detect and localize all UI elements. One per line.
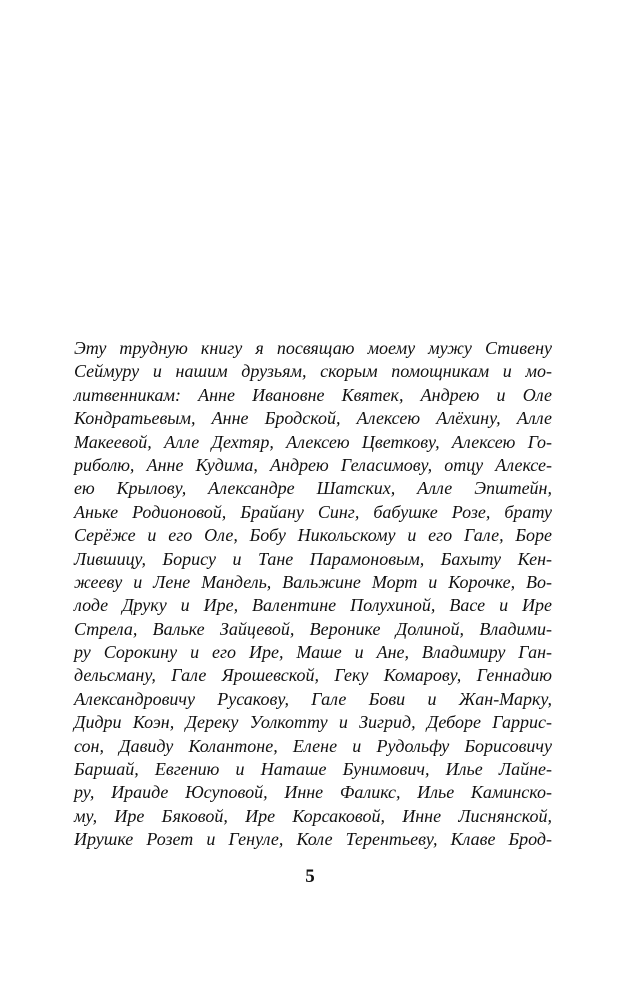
dedication-line: ею Крылову, Александре Шатских, Алле Эпштейн,	[74, 478, 552, 499]
dedication-line: литвенникам: Анне Ивановне Квятек, Андрею и Оле	[74, 384, 552, 405]
dedication-line: жееву и Лене Мандель, Вальжине Морт и Корочке, Во-	[74, 571, 552, 592]
dedication-paragraph	[74, 337, 552, 852]
dedication-line: риболю, Анне Кудима, Андрею Геласимову, отцу Алексе-	[74, 454, 552, 475]
dedication-line: ру Сорокину и его Ире, Маше и Ане, Владимиру Ган-	[74, 642, 552, 663]
dedication-line: Александровичу Русакову, Гале Бови и Жан-Марку,	[74, 688, 552, 709]
dedication-line: Стрела, Вальке Зайцевой, Веронике Долиной, Владими-	[74, 618, 552, 639]
dedication-line: му, Ире Бяковой, Ире Корсаковой, Инне Лиснянской,	[74, 805, 552, 826]
dedication-line: Ирушке Розет и Генуле, Коле Терентьеву, Клаве Брод-	[74, 829, 552, 850]
dedication-line: ру, Ираиде Юсуповой, Инне Фаликс, Илье Каминско-	[74, 782, 552, 803]
dedication-line: Эту трудную книгу я посвящаю моему мужу Стивену	[74, 338, 552, 358]
dedication-line: Баршай, Евгению и Наташе Бунимович, Илье Лайне-	[74, 759, 552, 780]
dedication-line: Кондратьевым, Анне Бродской, Алексею Алёхину, Алле	[74, 408, 552, 429]
dedication-line: Дидри Коэн, Дереку Уолкотту и Зигрид, Деборе Гаррис-	[74, 712, 552, 733]
dedication-line: Серёже и его Оле, Бобу Никольскому и его Гале, Боре	[74, 525, 552, 546]
dedication-line: сон, Давиду Колантоне, Елене и Рудольфу Борисовичу	[74, 735, 552, 756]
dedication-line: Сеймуру и нашим друзьям, скорым помощникам и мо-	[74, 361, 552, 382]
page-number: 5	[305, 866, 315, 887]
dedication-line: лоде Друку и Ире, Валентине Полухиной, Васе и Ире	[74, 595, 552, 616]
dedication-line: Лившицу, Борису и Тане Парамоновым, Бахыту Кен-	[74, 548, 552, 569]
dedication-line: Аньке Родионовой, Брайану Синг, бабушке Розе, брату	[74, 501, 552, 522]
dedication-line: Макеевой, Алле Дехтяр, Алексею Цветкову, Алексею Го-	[74, 431, 552, 452]
dedication-line: дельсману, Гале Ярошевской, Геку Комарову, Геннадию	[74, 665, 552, 686]
